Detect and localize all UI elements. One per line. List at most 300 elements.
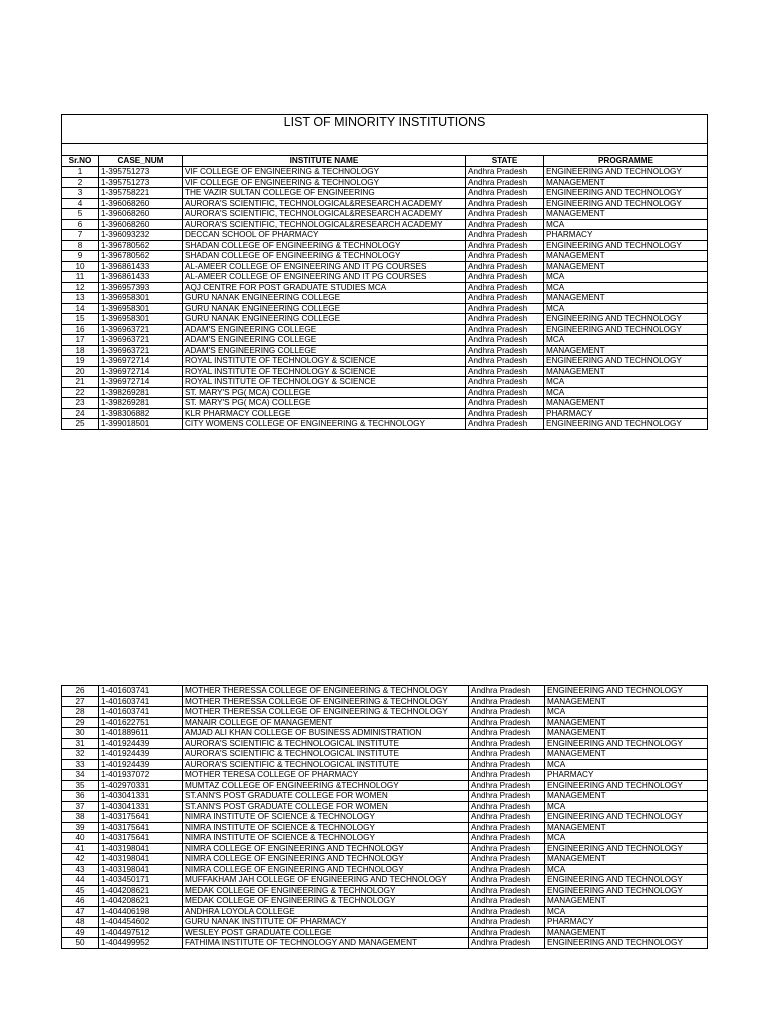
institute-name-cell: VIF COLLEGE OF ENGINEERING & TECHNOLOGY bbox=[183, 177, 466, 188]
programme-cell: ENGINEERING AND TECHNOLOGY bbox=[544, 419, 708, 430]
table-body-page-1 bbox=[62, 167, 708, 430]
table-row bbox=[62, 251, 708, 262]
state-cell: Andhra Pradesh bbox=[466, 408, 544, 419]
case-num-cell: 1-396972714 bbox=[99, 356, 183, 367]
case-num-cell: 1-396957393 bbox=[99, 282, 183, 293]
institute-name-cell: SHADAN COLLEGE OF ENGINEERING & TECHNOLOGY bbox=[183, 240, 466, 251]
institute-name-cell: MUFFAKHAM JAH COLLEGE OF ENGINEERING AND TECHNOLOGY bbox=[183, 875, 469, 886]
table-row bbox=[62, 717, 708, 728]
sr-no-cell: 26 bbox=[62, 686, 99, 697]
state-cell: Andhra Pradesh bbox=[466, 240, 544, 251]
programme-cell: PHARMACY bbox=[544, 408, 708, 419]
case-num-cell: 1-401603741 bbox=[99, 686, 183, 697]
state-cell: Andhra Pradesh bbox=[469, 749, 545, 760]
programme-cell: ENGINEERING AND TECHNOLOGY bbox=[545, 843, 708, 854]
case-num-cell: 1-401622751 bbox=[99, 717, 183, 728]
case-num-cell: 1-401937072 bbox=[99, 770, 183, 781]
state-cell: Andhra Pradesh bbox=[466, 272, 544, 283]
institute-name-cell: MOTHER THERESSA COLLEGE OF ENGINEERING & TECHNOLOGY bbox=[183, 686, 469, 697]
sr-no-cell: 24 bbox=[62, 408, 99, 419]
case-num-cell: 1-403198041 bbox=[99, 854, 183, 865]
case-num-cell: 1-403041331 bbox=[99, 801, 183, 812]
table-row bbox=[62, 843, 708, 854]
programme-cell: MCA bbox=[544, 272, 708, 283]
table-row bbox=[62, 209, 708, 220]
sr-no-cell: 1 bbox=[62, 167, 99, 178]
sr-no-cell: 9 bbox=[62, 251, 99, 262]
state-cell: Andhra Pradesh bbox=[469, 896, 545, 907]
state-cell: Andhra Pradesh bbox=[469, 843, 545, 854]
table-row bbox=[62, 177, 708, 188]
programme-cell: ENGINEERING AND TECHNOLOGY bbox=[544, 167, 708, 178]
sr-no-cell: 13 bbox=[62, 293, 99, 304]
table-row bbox=[62, 812, 708, 823]
programme-cell: MANAGEMENT bbox=[544, 345, 708, 356]
state-cell: Andhra Pradesh bbox=[466, 230, 544, 241]
table-row bbox=[62, 917, 708, 928]
state-cell: Andhra Pradesh bbox=[469, 780, 545, 791]
programme-cell: MANAGEMENT bbox=[545, 696, 708, 707]
case-num-cell: 1-396972714 bbox=[99, 377, 183, 388]
institute-name-cell: GURU NANAK ENGINEERING COLLEGE bbox=[183, 314, 466, 325]
table-row bbox=[62, 366, 708, 377]
sr-no-cell: 7 bbox=[62, 230, 99, 241]
programme-cell: MANAGEMENT bbox=[544, 261, 708, 272]
case-num-cell: 1-396963721 bbox=[99, 335, 183, 346]
table-row bbox=[62, 293, 708, 304]
case-num-cell: 1-396780562 bbox=[99, 240, 183, 251]
state-cell: Andhra Pradesh bbox=[466, 167, 544, 178]
programme-cell: ENGINEERING AND TECHNOLOGY bbox=[544, 324, 708, 335]
institute-name-cell: CITY WOMENS COLLEGE OF ENGINEERING & TECHNOLOGY bbox=[183, 419, 466, 430]
programme-cell: MANAGEMENT bbox=[545, 896, 708, 907]
state-cell: Andhra Pradesh bbox=[469, 812, 545, 823]
institute-name-cell: ANDHRA LOYOLA COLLEGE bbox=[183, 906, 469, 917]
spacer-row bbox=[62, 144, 708, 156]
case-num-cell: 1-403198041 bbox=[99, 843, 183, 854]
sr-no-cell: 39 bbox=[62, 822, 99, 833]
programme-cell: MANAGEMENT bbox=[545, 927, 708, 938]
institute-name-cell: AURORA'S SCIENTIFIC & TECHNOLOGICAL INSTITUTE bbox=[183, 759, 469, 770]
case-num-cell: 1-396780562 bbox=[99, 251, 183, 262]
institute-name-cell: GURU NANAK INSTITUTE OF PHARMACY bbox=[183, 917, 469, 928]
table-row bbox=[62, 896, 708, 907]
state-cell: Andhra Pradesh bbox=[466, 387, 544, 398]
programme-cell: MANAGEMENT bbox=[544, 251, 708, 262]
case-num-cell: 1-404208621 bbox=[99, 885, 183, 896]
table-row bbox=[62, 885, 708, 896]
case-num-cell: 1-401889611 bbox=[99, 728, 183, 739]
sr-no-cell: 2 bbox=[62, 177, 99, 188]
state-cell: Andhra Pradesh bbox=[469, 927, 545, 938]
institute-name-cell: MANAIR COLLEGE OF MANAGEMENT bbox=[183, 717, 469, 728]
state-cell: Andhra Pradesh bbox=[469, 875, 545, 886]
state-cell: Andhra Pradesh bbox=[469, 917, 545, 928]
sr-no-cell: 30 bbox=[62, 728, 99, 739]
state-cell: Andhra Pradesh bbox=[469, 728, 545, 739]
table-row bbox=[62, 261, 708, 272]
sr-no-cell: 47 bbox=[62, 906, 99, 917]
sr-no-cell: 35 bbox=[62, 780, 99, 791]
state-cell: Andhra Pradesh bbox=[466, 198, 544, 209]
state-cell: Andhra Pradesh bbox=[469, 864, 545, 875]
institute-name-cell: ROYAL INSTITUTE OF TECHNOLOGY & SCIENCE bbox=[183, 366, 466, 377]
case-num-cell: 1-396068260 bbox=[99, 209, 183, 220]
sr-no-cell: 31 bbox=[62, 738, 99, 749]
programme-cell: ENGINEERING AND TECHNOLOGY bbox=[544, 356, 708, 367]
state-cell: Andhra Pradesh bbox=[466, 282, 544, 293]
state-cell: Andhra Pradesh bbox=[469, 686, 545, 697]
table-row bbox=[62, 324, 708, 335]
sr-no-cell: 44 bbox=[62, 875, 99, 886]
state-cell: Andhra Pradesh bbox=[469, 696, 545, 707]
institute-name-cell: ROYAL INSTITUTE OF TECHNOLOGY & SCIENCE bbox=[183, 377, 466, 388]
institute-name-cell: ADAM'S ENGINEERING COLLEGE bbox=[183, 335, 466, 346]
sr-no-cell: 17 bbox=[62, 335, 99, 346]
sr-no-cell: 42 bbox=[62, 854, 99, 865]
table-row bbox=[62, 801, 708, 812]
sr-no-cell: 41 bbox=[62, 843, 99, 854]
institute-name-cell: NIMRA INSTITUTE OF SCIENCE & TECHNOLOGY bbox=[183, 812, 469, 823]
case-num-cell: 1-395758221 bbox=[99, 188, 183, 199]
sr-no-cell: 45 bbox=[62, 885, 99, 896]
table-body-page-2 bbox=[62, 686, 708, 949]
institutions-table-page-1 bbox=[61, 114, 708, 430]
table-row bbox=[62, 780, 708, 791]
case-num-cell: 1-404454602 bbox=[99, 917, 183, 928]
programme-cell: ENGINEERING AND TECHNOLOGY bbox=[545, 738, 708, 749]
programme-cell: MANAGEMENT bbox=[544, 366, 708, 377]
table-row bbox=[62, 696, 708, 707]
programme-cell: MCA bbox=[545, 864, 708, 875]
case-num-cell: 1-396861433 bbox=[99, 261, 183, 272]
sr-no-cell: 29 bbox=[62, 717, 99, 728]
table-row bbox=[62, 707, 708, 718]
case-num-cell: 1-399018501 bbox=[99, 419, 183, 430]
case-num-cell: 1-403198041 bbox=[99, 864, 183, 875]
institute-name-cell: WESLEY POST GRADUATE COLLEGE bbox=[183, 927, 469, 938]
sr-no-cell: 3 bbox=[62, 188, 99, 199]
state-cell: Andhra Pradesh bbox=[469, 791, 545, 802]
case-num-cell: 1-396068260 bbox=[99, 219, 183, 230]
sr-no-cell: 16 bbox=[62, 324, 99, 335]
programme-cell: ENGINEERING AND TECHNOLOGY bbox=[545, 780, 708, 791]
programme-cell: MCA bbox=[545, 801, 708, 812]
sr-no-cell: 34 bbox=[62, 770, 99, 781]
case-num-cell: 1-398269281 bbox=[99, 398, 183, 409]
institute-name-cell: AL-AMEER COLLEGE OF ENGINEERING AND IT PG COURSES bbox=[183, 272, 466, 283]
programme-cell: MCA bbox=[544, 387, 708, 398]
state-cell: Andhra Pradesh bbox=[466, 303, 544, 314]
institute-name-cell: GURU NANAK ENGINEERING COLLEGE bbox=[183, 293, 466, 304]
programme-cell: ENGINEERING AND TECHNOLOGY bbox=[544, 198, 708, 209]
programme-cell: MCA bbox=[544, 282, 708, 293]
programme-cell: MANAGEMENT bbox=[545, 749, 708, 760]
institute-name-cell: VIF COLLEGE OF ENGINEERING & TECHNOLOGY bbox=[183, 167, 466, 178]
programme-cell: ENGINEERING AND TECHNOLOGY bbox=[545, 686, 708, 697]
state-cell: Andhra Pradesh bbox=[469, 717, 545, 728]
table-row bbox=[62, 387, 708, 398]
sr-no-cell: 15 bbox=[62, 314, 99, 325]
programme-cell: MCA bbox=[544, 335, 708, 346]
sr-no-cell: 50 bbox=[62, 938, 99, 949]
case-num-cell: 1-396972714 bbox=[99, 366, 183, 377]
programme-cell: MANAGEMENT bbox=[544, 398, 708, 409]
state-cell: Andhra Pradesh bbox=[466, 251, 544, 262]
programme-cell: MANAGEMENT bbox=[545, 728, 708, 739]
programme-cell: MCA bbox=[545, 707, 708, 718]
case-num-cell: 1-395751273 bbox=[99, 167, 183, 178]
state-cell: Andhra Pradesh bbox=[466, 314, 544, 325]
table-row bbox=[62, 749, 708, 760]
table-row bbox=[62, 770, 708, 781]
table-row bbox=[62, 419, 708, 430]
institute-name-cell: ST. MARY'S PG( MCA) COLLEGE bbox=[183, 398, 466, 409]
state-cell: Andhra Pradesh bbox=[466, 335, 544, 346]
institute-name-cell: MUMTAZ COLLEGE OF ENGINEERING &TECHNOLOGY bbox=[183, 780, 469, 791]
table-row bbox=[62, 791, 708, 802]
case-num-cell: 1-396068260 bbox=[99, 198, 183, 209]
table-row bbox=[62, 833, 708, 844]
state-cell: Andhra Pradesh bbox=[469, 770, 545, 781]
case-num-cell: 1-401924439 bbox=[99, 759, 183, 770]
state-cell: Andhra Pradesh bbox=[466, 356, 544, 367]
institute-name-cell: NIMRA COLLEGE OF ENGINEERING AND TECHNOLOGY bbox=[183, 854, 469, 865]
col-header-programme: PROGRAMME bbox=[544, 156, 708, 167]
institute-name-cell: GURU NANAK ENGINEERING COLLEGE bbox=[183, 303, 466, 314]
sr-no-cell: 22 bbox=[62, 387, 99, 398]
case-num-cell: 1-398306882 bbox=[99, 408, 183, 419]
institute-name-cell: ADAM'S ENGINEERING COLLEGE bbox=[183, 345, 466, 356]
programme-cell: MCA bbox=[545, 833, 708, 844]
case-num-cell: 1-403175641 bbox=[99, 812, 183, 823]
table-row bbox=[62, 240, 708, 251]
case-num-cell: 1-401924439 bbox=[99, 749, 183, 760]
col-header-srno: Sr.NO bbox=[62, 156, 99, 167]
case-num-cell: 1-403041331 bbox=[99, 791, 183, 802]
table-row bbox=[62, 686, 708, 697]
sr-no-cell: 23 bbox=[62, 398, 99, 409]
institute-name-cell: THE VAZIR SULTAN COLLEGE OF ENGINEERING bbox=[183, 188, 466, 199]
sr-no-cell: 20 bbox=[62, 366, 99, 377]
programme-cell: MCA bbox=[544, 377, 708, 388]
table-row bbox=[62, 167, 708, 178]
state-cell: Andhra Pradesh bbox=[466, 209, 544, 220]
case-num-cell: 1-401603741 bbox=[99, 707, 183, 718]
case-num-cell: 1-398269281 bbox=[99, 387, 183, 398]
state-cell: Andhra Pradesh bbox=[466, 293, 544, 304]
table-row bbox=[62, 906, 708, 917]
programme-cell: MCA bbox=[545, 906, 708, 917]
institute-name-cell: ST. MARY'S PG( MCA) COLLEGE bbox=[183, 387, 466, 398]
programme-cell: ENGINEERING AND TECHNOLOGY bbox=[545, 875, 708, 886]
state-cell: Andhra Pradesh bbox=[469, 906, 545, 917]
table-row bbox=[62, 864, 708, 875]
institute-name-cell: ROYAL INSTITUTE OF TECHNOLOGY & SCIENCE bbox=[183, 356, 466, 367]
institute-name-cell: NIMRA COLLEGE OF ENGINEERING AND TECHNOLOGY bbox=[183, 864, 469, 875]
table-row bbox=[62, 398, 708, 409]
state-cell: Andhra Pradesh bbox=[469, 833, 545, 844]
state-cell: Andhra Pradesh bbox=[466, 366, 544, 377]
table-row bbox=[62, 728, 708, 739]
state-cell: Andhra Pradesh bbox=[466, 261, 544, 272]
sr-no-cell: 8 bbox=[62, 240, 99, 251]
institute-name-cell: AURORA'S SCIENTIFIC, TECHNOLOGICAL&RESEARCH ACADEMY bbox=[183, 209, 466, 220]
programme-cell: MANAGEMENT bbox=[544, 209, 708, 220]
table-row bbox=[62, 822, 708, 833]
sr-no-cell: 19 bbox=[62, 356, 99, 367]
programme-cell: ENGINEERING AND TECHNOLOGY bbox=[544, 240, 708, 251]
institute-name-cell: AL-AMEER COLLEGE OF ENGINEERING AND IT PG COURSES bbox=[183, 261, 466, 272]
table-row bbox=[62, 377, 708, 388]
institute-name-cell: AQJ CENTRE FOR POST GRADUATE STUDIES MCA bbox=[183, 282, 466, 293]
institute-name-cell: AURORA'S SCIENTIFIC & TECHNOLOGICAL INSTITUTE bbox=[183, 738, 469, 749]
table-row bbox=[62, 738, 708, 749]
institute-name-cell: NIMRA INSTITUTE OF SCIENCE & TECHNOLOGY bbox=[183, 833, 469, 844]
state-cell: Andhra Pradesh bbox=[469, 885, 545, 896]
sr-no-cell: 32 bbox=[62, 749, 99, 760]
case-num-cell: 1-404208621 bbox=[99, 896, 183, 907]
table-row bbox=[62, 230, 708, 241]
sr-no-cell: 27 bbox=[62, 696, 99, 707]
case-num-cell: 1-402970331 bbox=[99, 780, 183, 791]
institute-name-cell: SHADAN COLLEGE OF ENGINEERING & TECHNOLOGY bbox=[183, 251, 466, 262]
sr-no-cell: 38 bbox=[62, 812, 99, 823]
state-cell: Andhra Pradesh bbox=[466, 324, 544, 335]
table-row bbox=[62, 219, 708, 230]
institute-name-cell: MEDAK COLLEGE OF ENGINEERING & TECHNOLOGY bbox=[183, 896, 469, 907]
institute-name-cell: FATHIMA INSTITUTE OF TECHNOLOGY AND MANAGEMENT bbox=[183, 938, 469, 949]
programme-cell: MANAGEMENT bbox=[544, 177, 708, 188]
state-cell: Andhra Pradesh bbox=[466, 377, 544, 388]
sr-no-cell: 43 bbox=[62, 864, 99, 875]
case-num-cell: 1-396093232 bbox=[99, 230, 183, 241]
table-row bbox=[62, 272, 708, 283]
case-num-cell: 1-401924439 bbox=[99, 738, 183, 749]
state-cell: Andhra Pradesh bbox=[469, 854, 545, 865]
sr-no-cell: 48 bbox=[62, 917, 99, 928]
case-num-cell: 1-403175641 bbox=[99, 833, 183, 844]
state-cell: Andhra Pradesh bbox=[466, 177, 544, 188]
state-cell: Andhra Pradesh bbox=[466, 398, 544, 409]
sr-no-cell: 21 bbox=[62, 377, 99, 388]
programme-cell: MANAGEMENT bbox=[544, 293, 708, 304]
case-num-cell: 1-403175641 bbox=[99, 822, 183, 833]
programme-cell: MCA bbox=[544, 303, 708, 314]
table-row bbox=[62, 875, 708, 886]
institutions-table-page-2 bbox=[61, 685, 708, 949]
institute-name-cell: ADAM'S ENGINEERING COLLEGE bbox=[183, 324, 466, 335]
programme-cell: PHARMACY bbox=[544, 230, 708, 241]
table-row bbox=[62, 759, 708, 770]
case-num-cell: 1-404499952 bbox=[99, 938, 183, 949]
institute-name-cell: AMJAD ALI KHAN COLLEGE OF BUSINESS ADMINISTRATION bbox=[183, 728, 469, 739]
programme-cell: ENGINEERING AND TECHNOLOGY bbox=[545, 812, 708, 823]
programme-cell: PHARMACY bbox=[545, 770, 708, 781]
header-row bbox=[62, 156, 708, 167]
programme-cell: MANAGEMENT bbox=[545, 854, 708, 865]
institute-name-cell: AURORA'S SCIENTIFIC, TECHNOLOGICAL&RESEARCH ACADEMY bbox=[183, 219, 466, 230]
table-row bbox=[62, 938, 708, 949]
table-row bbox=[62, 408, 708, 419]
table-row bbox=[62, 927, 708, 938]
sr-no-cell: 25 bbox=[62, 419, 99, 430]
sr-no-cell: 40 bbox=[62, 833, 99, 844]
col-header-state: STATE bbox=[466, 156, 544, 167]
state-cell: Andhra Pradesh bbox=[466, 219, 544, 230]
table-row bbox=[62, 303, 708, 314]
table-row bbox=[62, 335, 708, 346]
institute-name-cell: MEDAK COLLEGE OF ENGINEERING & TECHNOLOGY bbox=[183, 885, 469, 896]
sr-no-cell: 14 bbox=[62, 303, 99, 314]
institute-name-cell: NIMRA COLLEGE OF ENGINEERING AND TECHNOLOGY bbox=[183, 843, 469, 854]
programme-cell: MANAGEMENT bbox=[545, 717, 708, 728]
table-row bbox=[62, 282, 708, 293]
case-num-cell: 1-396958301 bbox=[99, 303, 183, 314]
state-cell: Andhra Pradesh bbox=[469, 801, 545, 812]
sr-no-cell: 18 bbox=[62, 345, 99, 356]
institute-name-cell: AURORA'S SCIENTIFIC, TECHNOLOGICAL&RESEARCH ACADEMY bbox=[183, 198, 466, 209]
programme-cell: ENGINEERING AND TECHNOLOGY bbox=[544, 314, 708, 325]
sr-no-cell: 49 bbox=[62, 927, 99, 938]
case-num-cell: 1-396963721 bbox=[99, 345, 183, 356]
programme-cell: ENGINEERING AND TECHNOLOGY bbox=[545, 885, 708, 896]
sr-no-cell: 4 bbox=[62, 198, 99, 209]
state-cell: Andhra Pradesh bbox=[469, 707, 545, 718]
case-num-cell: 1-396861433 bbox=[99, 272, 183, 283]
institute-name-cell: MOTHER TERESA COLLEGE OF PHARMACY bbox=[183, 770, 469, 781]
institute-name-cell: DECCAN SCHOOL OF PHARMACY bbox=[183, 230, 466, 241]
table-row bbox=[62, 198, 708, 209]
institute-name-cell: NIMRA INSTITUTE OF SCIENCE & TECHNOLOGY bbox=[183, 822, 469, 833]
sr-no-cell: 5 bbox=[62, 209, 99, 220]
institute-name-cell: MOTHER THERESSA COLLEGE OF ENGINEERING & TECHNOLOGY bbox=[183, 707, 469, 718]
programme-cell: MCA bbox=[545, 759, 708, 770]
sr-no-cell: 37 bbox=[62, 801, 99, 812]
table-row bbox=[62, 345, 708, 356]
institute-name-cell: AURORA'S SCIENTIFIC & TECHNOLOGICAL INSTITUTE bbox=[183, 749, 469, 760]
institute-name-cell: MOTHER THERESSA COLLEGE OF ENGINEERING & TECHNOLOGY bbox=[183, 696, 469, 707]
sr-no-cell: 33 bbox=[62, 759, 99, 770]
programme-cell: MANAGEMENT bbox=[545, 791, 708, 802]
case-num-cell: 1-401603741 bbox=[99, 696, 183, 707]
state-cell: Andhra Pradesh bbox=[466, 345, 544, 356]
col-header-case-num: CASE_NUM bbox=[99, 156, 183, 167]
institute-name-cell: KLR PHARMACY COLLEGE bbox=[183, 408, 466, 419]
state-cell: Andhra Pradesh bbox=[466, 419, 544, 430]
sr-no-cell: 28 bbox=[62, 707, 99, 718]
sr-no-cell: 12 bbox=[62, 282, 99, 293]
state-cell: Andhra Pradesh bbox=[466, 188, 544, 199]
case-num-cell: 1-395751273 bbox=[99, 177, 183, 188]
table-row bbox=[62, 356, 708, 367]
case-num-cell: 1-404406198 bbox=[99, 906, 183, 917]
table-row bbox=[62, 188, 708, 199]
state-cell: Andhra Pradesh bbox=[469, 938, 545, 949]
programme-cell: PHARMACY bbox=[545, 917, 708, 928]
state-cell: Andhra Pradesh bbox=[469, 822, 545, 833]
table-row bbox=[62, 314, 708, 325]
state-cell: Andhra Pradesh bbox=[469, 759, 545, 770]
sr-no-cell: 36 bbox=[62, 791, 99, 802]
case-num-cell: 1-396958301 bbox=[99, 293, 183, 304]
case-num-cell: 1-403450171 bbox=[99, 875, 183, 886]
sr-no-cell: 11 bbox=[62, 272, 99, 283]
col-header-institute-name: INSTITUTE NAME bbox=[183, 156, 466, 167]
programme-cell: MANAGEMENT bbox=[545, 822, 708, 833]
institute-name-cell: ST.ANN'S POST GRADUATE COLLEGE FOR WOMEN bbox=[183, 801, 469, 812]
programme-cell: ENGINEERING AND TECHNOLOGY bbox=[544, 188, 708, 199]
